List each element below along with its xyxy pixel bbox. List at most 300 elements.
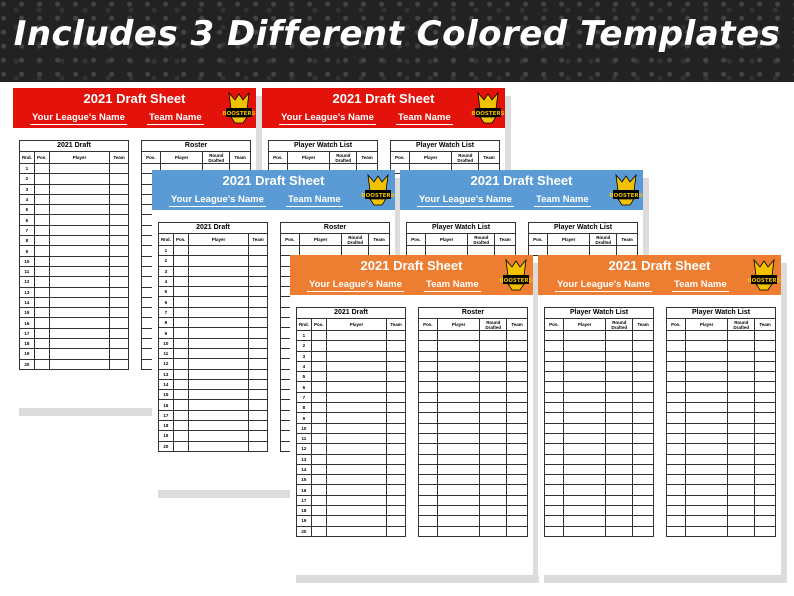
table-cell[interactable]: [667, 465, 686, 474]
table-row[interactable]: [297, 475, 405, 485]
table-row[interactable]: [419, 475, 527, 485]
table-cell[interactable]: [110, 215, 128, 224]
table-cell[interactable]: [755, 424, 775, 433]
table-cell[interactable]: [606, 331, 633, 340]
table-row[interactable]: [419, 403, 527, 413]
table-cell[interactable]: [480, 341, 507, 350]
table-cell[interactable]: [35, 329, 50, 338]
table-cell[interactable]: [564, 434, 607, 443]
table-cell[interactable]: [312, 516, 327, 525]
table-cell[interactable]: [419, 393, 438, 402]
table-row[interactable]: [545, 516, 653, 526]
table-row[interactable]: [20, 246, 128, 256]
table-cell[interactable]: [174, 380, 189, 389]
table-cell[interactable]: [50, 205, 110, 214]
table-cell[interactable]: [755, 352, 775, 361]
table-cell[interactable]: [755, 506, 775, 515]
table-row[interactable]: [20, 195, 128, 205]
table-cell[interactable]: [249, 308, 267, 317]
table-row[interactable]: [667, 393, 775, 403]
table-row[interactable]: [159, 318, 267, 328]
table-row[interactable]: [20, 277, 128, 287]
table-row[interactable]: [667, 496, 775, 506]
table-row[interactable]: [159, 297, 267, 307]
table-row[interactable]: [419, 465, 527, 475]
table-row[interactable]: [159, 411, 267, 421]
table-row[interactable]: [20, 226, 128, 236]
table-cell[interactable]: [327, 403, 387, 412]
table-cell[interactable]: [633, 506, 653, 515]
table-cell[interactable]: [50, 257, 110, 266]
table-cell[interactable]: [667, 331, 686, 340]
table-row[interactable]: [419, 362, 527, 372]
table-row[interactable]: [297, 516, 405, 526]
table-row[interactable]: [667, 372, 775, 382]
table-cell[interactable]: [110, 205, 128, 214]
table-cell[interactable]: [606, 527, 633, 536]
table-cell[interactable]: [606, 434, 633, 443]
table-row[interactable]: [297, 413, 405, 423]
table-cell[interactable]: [728, 341, 755, 350]
table-cell[interactable]: [312, 403, 327, 412]
table-cell[interactable]: [189, 400, 249, 409]
table-cell[interactable]: [312, 444, 327, 453]
table-cell[interactable]: [545, 475, 564, 484]
table-cell[interactable]: [438, 413, 481, 422]
table-cell[interactable]: [35, 339, 50, 348]
table-row[interactable]: [419, 424, 527, 434]
table-cell[interactable]: [438, 424, 481, 433]
table-cell[interactable]: [633, 341, 653, 350]
table-row[interactable]: [667, 527, 775, 536]
table-cell[interactable]: [438, 434, 481, 443]
table-row[interactable]: [419, 393, 527, 403]
table-cell[interactable]: [174, 431, 189, 440]
table-cell[interactable]: [110, 164, 128, 173]
table-row[interactable]: [297, 372, 405, 382]
table-row[interactable]: [419, 527, 527, 536]
table-cell[interactable]: [387, 444, 405, 453]
table-row[interactable]: [20, 185, 128, 195]
table-cell[interactable]: [312, 506, 327, 515]
table-cell[interactable]: [564, 352, 607, 361]
table-cell[interactable]: [110, 308, 128, 317]
table-cell[interactable]: [189, 256, 249, 265]
table-cell[interactable]: [35, 298, 50, 307]
table-cell[interactable]: [387, 424, 405, 433]
table-cell[interactable]: [50, 246, 110, 255]
table-cell[interactable]: [480, 434, 507, 443]
table-cell[interactable]: [480, 362, 507, 371]
table-row[interactable]: [297, 362, 405, 372]
table-cell[interactable]: [312, 331, 327, 340]
table-cell[interactable]: [564, 341, 607, 350]
table-row[interactable]: [20, 308, 128, 318]
table-cell[interactable]: [110, 298, 128, 307]
table-cell[interactable]: [507, 506, 527, 515]
table-cell[interactable]: [633, 527, 653, 536]
table-cell[interactable]: [755, 527, 775, 536]
table-cell[interactable]: [35, 174, 50, 183]
table-row[interactable]: [159, 359, 267, 369]
table-cell[interactable]: [35, 267, 50, 276]
table-row[interactable]: [667, 485, 775, 495]
table-cell[interactable]: [387, 352, 405, 361]
table-cell[interactable]: [507, 362, 527, 371]
table-cell[interactable]: [564, 475, 607, 484]
table-cell[interactable]: [50, 318, 110, 327]
table-cell[interactable]: [686, 516, 729, 525]
table-cell[interactable]: [545, 352, 564, 361]
table-cell[interactable]: [419, 506, 438, 515]
table-cell[interactable]: [387, 485, 405, 494]
table-cell[interactable]: [606, 352, 633, 361]
table-row[interactable]: [159, 431, 267, 441]
table-cell[interactable]: [249, 256, 267, 265]
table-row[interactable]: [545, 527, 653, 536]
table-cell[interactable]: [606, 455, 633, 464]
table-cell[interactable]: [686, 506, 729, 515]
table-cell[interactable]: [35, 195, 50, 204]
table-cell[interactable]: [606, 516, 633, 525]
table-cell[interactable]: [419, 362, 438, 371]
table-cell[interactable]: [564, 403, 607, 412]
table-cell[interactable]: [564, 506, 607, 515]
table-cell[interactable]: [686, 341, 729, 350]
table-cell[interactable]: [728, 496, 755, 505]
table-cell[interactable]: [327, 393, 387, 402]
table-cell[interactable]: [189, 246, 249, 255]
table-cell[interactable]: [35, 360, 50, 369]
table-row[interactable]: [545, 341, 653, 351]
table-cell[interactable]: [564, 393, 607, 402]
table-cell[interactable]: [174, 328, 189, 337]
table-cell[interactable]: [686, 465, 729, 474]
table-cell[interactable]: [480, 352, 507, 361]
table-cell[interactable]: [419, 455, 438, 464]
table-cell[interactable]: [667, 424, 686, 433]
table-cell[interactable]: [387, 465, 405, 474]
table-cell[interactable]: [480, 372, 507, 381]
table-cell[interactable]: [50, 215, 110, 224]
table-cell[interactable]: [249, 328, 267, 337]
table-cell[interactable]: [438, 485, 481, 494]
table-cell[interactable]: [189, 308, 249, 317]
table-cell[interactable]: [686, 527, 729, 536]
table-row[interactable]: [667, 403, 775, 413]
table-cell[interactable]: [189, 359, 249, 368]
table-cell[interactable]: [327, 444, 387, 453]
table-cell[interactable]: [327, 506, 387, 515]
table-row[interactable]: [667, 382, 775, 392]
table-cell[interactable]: [686, 485, 729, 494]
table-cell[interactable]: [564, 485, 607, 494]
table-cell[interactable]: [426, 246, 469, 255]
table-cell[interactable]: [327, 341, 387, 350]
table-row[interactable]: [159, 308, 267, 318]
table-row[interactable]: [545, 496, 653, 506]
table-cell[interactable]: [545, 527, 564, 536]
table-cell[interactable]: [686, 434, 729, 443]
table-cell[interactable]: [728, 424, 755, 433]
table-cell[interactable]: [667, 362, 686, 371]
table-cell[interactable]: [480, 527, 507, 536]
table-cell[interactable]: [755, 465, 775, 474]
table-cell[interactable]: [35, 246, 50, 255]
table-cell[interactable]: [327, 434, 387, 443]
table-cell[interactable]: [327, 496, 387, 505]
table-cell[interactable]: [564, 465, 607, 474]
table-cell[interactable]: [174, 400, 189, 409]
table-cell[interactable]: [35, 308, 50, 317]
table-cell[interactable]: [667, 372, 686, 381]
table-cell[interactable]: [189, 277, 249, 286]
table-row[interactable]: [297, 331, 405, 341]
table-cell[interactable]: [249, 318, 267, 327]
table-cell[interactable]: [189, 349, 249, 358]
table-cell[interactable]: [728, 393, 755, 402]
table-cell[interactable]: [728, 455, 755, 464]
table-cell[interactable]: [755, 516, 775, 525]
table-row[interactable]: [545, 331, 653, 341]
table-row[interactable]: [297, 393, 405, 403]
table-cell[interactable]: [387, 475, 405, 484]
table-cell[interactable]: [564, 444, 607, 453]
table-cell[interactable]: [312, 434, 327, 443]
table-row[interactable]: [20, 288, 128, 298]
table-cell[interactable]: [633, 372, 653, 381]
table-cell[interactable]: [249, 246, 267, 255]
table-cell[interactable]: [633, 331, 653, 340]
table-row[interactable]: [667, 434, 775, 444]
table-row[interactable]: [20, 318, 128, 328]
table-cell[interactable]: [189, 411, 249, 420]
table-cell[interactable]: [633, 444, 653, 453]
table-cell[interactable]: [480, 403, 507, 412]
table-cell[interactable]: [419, 444, 438, 453]
table-cell[interactable]: [189, 339, 249, 348]
table-cell[interactable]: [327, 372, 387, 381]
table-cell[interactable]: [545, 496, 564, 505]
table-cell[interactable]: [507, 434, 527, 443]
table-cell[interactable]: [387, 331, 405, 340]
table-cell[interactable]: [50, 174, 110, 183]
table-cell[interactable]: [438, 475, 481, 484]
table-cell[interactable]: [633, 516, 653, 525]
table-cell[interactable]: [327, 485, 387, 494]
table-cell[interactable]: [110, 339, 128, 348]
table-cell[interactable]: [564, 372, 607, 381]
table-cell[interactable]: [545, 434, 564, 443]
table-cell[interactable]: [564, 496, 607, 505]
table-cell[interactable]: [667, 393, 686, 402]
table-cell[interactable]: [438, 465, 481, 474]
table-cell[interactable]: [312, 352, 327, 361]
table-cell[interactable]: [545, 403, 564, 412]
table-cell[interactable]: [50, 349, 110, 358]
table-cell[interactable]: [667, 475, 686, 484]
table-cell[interactable]: [327, 455, 387, 464]
table-cell[interactable]: [387, 516, 405, 525]
table-cell[interactable]: [545, 465, 564, 474]
table-cell[interactable]: [50, 267, 110, 276]
table-cell[interactable]: [110, 257, 128, 266]
table-cell[interactable]: [728, 527, 755, 536]
table-cell[interactable]: [419, 485, 438, 494]
table-row[interactable]: [545, 413, 653, 423]
table-cell[interactable]: [387, 455, 405, 464]
table-cell[interactable]: [174, 442, 189, 451]
table-cell[interactable]: [438, 455, 481, 464]
table-cell[interactable]: [407, 246, 426, 255]
table-cell[interactable]: [755, 413, 775, 422]
table-cell[interactable]: [249, 431, 267, 440]
table-cell[interactable]: [507, 465, 527, 474]
table-cell[interactable]: [633, 485, 653, 494]
table-row[interactable]: [159, 246, 267, 256]
table-cell[interactable]: [507, 331, 527, 340]
table-cell[interactable]: [438, 362, 481, 371]
table-cell[interactable]: [667, 516, 686, 525]
table-cell[interactable]: [419, 516, 438, 525]
table-row[interactable]: [297, 444, 405, 454]
table-cell[interactable]: [667, 434, 686, 443]
table-cell[interactable]: [249, 349, 267, 358]
table-cell[interactable]: [438, 372, 481, 381]
table-cell[interactable]: [50, 360, 110, 369]
table-cell[interactable]: [686, 352, 729, 361]
table-cell[interactable]: [686, 382, 729, 391]
table-cell[interactable]: [480, 424, 507, 433]
table-cell[interactable]: [529, 246, 548, 255]
table-cell[interactable]: [174, 411, 189, 420]
table-cell[interactable]: [507, 372, 527, 381]
table-row[interactable]: [20, 174, 128, 184]
table-cell[interactable]: [606, 372, 633, 381]
table-cell[interactable]: [545, 372, 564, 381]
table-cell[interactable]: [438, 516, 481, 525]
table-cell[interactable]: [480, 444, 507, 453]
table-cell[interactable]: [110, 195, 128, 204]
table-row[interactable]: [20, 329, 128, 339]
table-cell[interactable]: [480, 413, 507, 422]
table-cell[interactable]: [633, 424, 653, 433]
table-cell[interactable]: [633, 413, 653, 422]
table-cell[interactable]: [174, 297, 189, 306]
table-cell[interactable]: [728, 506, 755, 515]
table-cell[interactable]: [545, 485, 564, 494]
table-cell[interactable]: [110, 360, 128, 369]
table-row[interactable]: [667, 444, 775, 454]
table-row[interactable]: [159, 370, 267, 380]
table-cell[interactable]: [755, 434, 775, 443]
table-cell[interactable]: [35, 215, 50, 224]
table-cell[interactable]: [419, 475, 438, 484]
table-cell[interactable]: [728, 372, 755, 381]
table-cell[interactable]: [564, 362, 607, 371]
table-row[interactable]: [297, 341, 405, 351]
table-cell[interactable]: [564, 413, 607, 422]
table-cell[interactable]: [174, 349, 189, 358]
table-cell[interactable]: [686, 475, 729, 484]
table-cell[interactable]: [755, 341, 775, 350]
table-cell[interactable]: [667, 413, 686, 422]
table-cell[interactable]: [387, 372, 405, 381]
table-cell[interactable]: [686, 331, 729, 340]
table-cell[interactable]: [387, 362, 405, 371]
table-cell[interactable]: [728, 485, 755, 494]
table-row[interactable]: [419, 496, 527, 506]
table-cell[interactable]: [480, 455, 507, 464]
table-cell[interactable]: [419, 331, 438, 340]
table-cell[interactable]: [728, 434, 755, 443]
table-cell[interactable]: [387, 341, 405, 350]
table-cell[interactable]: [728, 516, 755, 525]
table-cell[interactable]: [545, 455, 564, 464]
table-cell[interactable]: [617, 246, 637, 255]
table-cell[interactable]: [35, 164, 50, 173]
table-cell[interactable]: [249, 421, 267, 430]
table-cell[interactable]: [189, 370, 249, 379]
table-cell[interactable]: [50, 277, 110, 286]
table-cell[interactable]: [438, 393, 481, 402]
table-cell[interactable]: [507, 475, 527, 484]
table-row[interactable]: [419, 444, 527, 454]
table-cell[interactable]: [507, 382, 527, 391]
table-row[interactable]: [297, 424, 405, 434]
table-row[interactable]: [159, 400, 267, 410]
table-cell[interactable]: [189, 287, 249, 296]
table-cell[interactable]: [633, 434, 653, 443]
table-cell[interactable]: [545, 331, 564, 340]
table-cell[interactable]: [249, 370, 267, 379]
table-cell[interactable]: [50, 339, 110, 348]
table-cell[interactable]: [110, 329, 128, 338]
table-cell[interactable]: [174, 421, 189, 430]
table-cell[interactable]: [606, 362, 633, 371]
table-cell[interactable]: [174, 359, 189, 368]
table-cell[interactable]: [686, 455, 729, 464]
table-row[interactable]: [159, 328, 267, 338]
table-cell[interactable]: [590, 246, 617, 255]
table-cell[interactable]: [480, 331, 507, 340]
table-cell[interactable]: [249, 359, 267, 368]
table-row[interactable]: [297, 434, 405, 444]
table-row[interactable]: [419, 352, 527, 362]
table-cell[interactable]: [633, 475, 653, 484]
table-cell[interactable]: [728, 382, 755, 391]
table-cell[interactable]: [633, 496, 653, 505]
table-cell[interactable]: [667, 352, 686, 361]
table-cell[interactable]: [50, 236, 110, 245]
table-row[interactable]: [667, 465, 775, 475]
table-cell[interactable]: [545, 341, 564, 350]
table-row[interactable]: [20, 164, 128, 174]
table-cell[interactable]: [667, 455, 686, 464]
table-row[interactable]: [545, 424, 653, 434]
table-cell[interactable]: [507, 352, 527, 361]
table-cell[interactable]: [480, 496, 507, 505]
table-cell[interactable]: [110, 246, 128, 255]
table-cell[interactable]: [480, 516, 507, 525]
table-cell[interactable]: [312, 413, 327, 422]
table-cell[interactable]: [438, 403, 481, 412]
table-cell[interactable]: [312, 465, 327, 474]
table-cell[interactable]: [507, 496, 527, 505]
table-cell[interactable]: [438, 444, 481, 453]
table-cell[interactable]: [667, 382, 686, 391]
table-cell[interactable]: [507, 527, 527, 536]
